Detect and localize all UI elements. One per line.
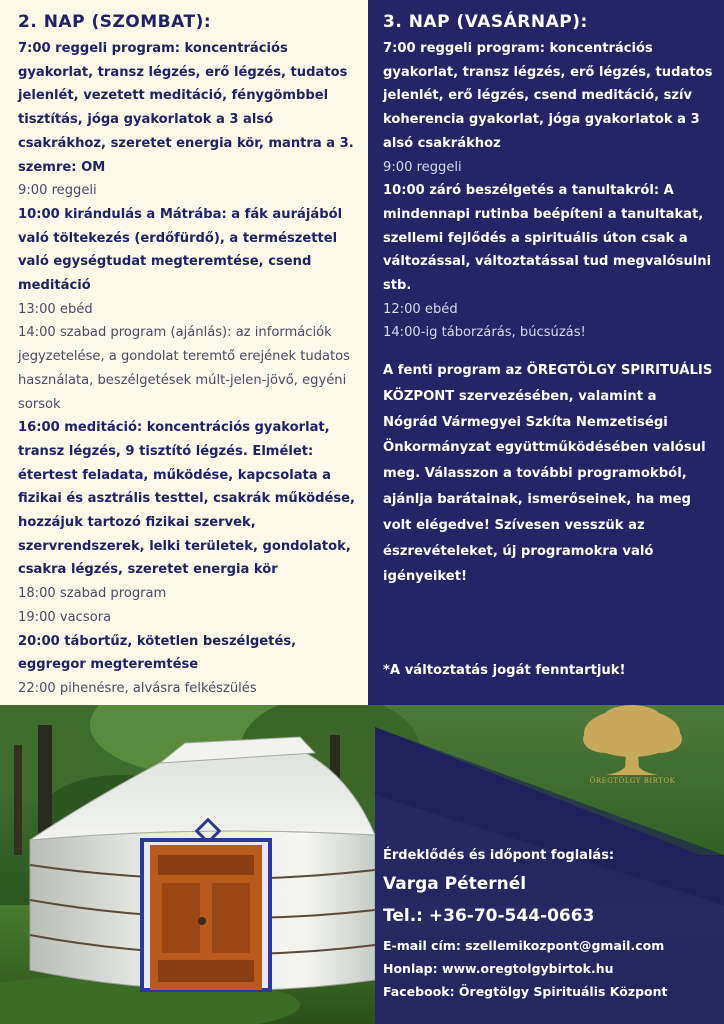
disclaimer-note: *A változtatás jogát fenntartjuk! [383, 663, 626, 678]
day2-column [0, 0, 368, 705]
schedule-item: 9:00 reggeli [18, 183, 97, 199]
info-paragraph: A fenti program az ÖREGTÖLGY SPIRITUÁLIS KÖZPONT szervezésében, valamint a Nógrád Vármegyei Szkíta Nemzetiségi Önkormányzat együttműködésében valósul meg. Válasszon a további programokból, ajánlja barátainak, ismerőseinek, ha meg volt elégedve! Szívesen vesszük az észrevételeket, új programokra való igényeiket! [383, 363, 713, 585]
schedule-item: 7:00 reggeli program: koncentrációs gyakorlat, transz légzés, erő légzés, tudatos jelenlét, vezetett meditáció, fénygömbbel tisztítás, jóga gyakorlatok a 3 alsó csakrákhoz, szeretet energia kör, mantra a 3. szemre: OM [18, 41, 354, 175]
schedule-item: 14:00 szabad program (ajánlás): az információk jegyzetelése, a gondolat teremtő erejének tudatos használata, beszélgetések múlt-jelen-jövő, egyéni sorsok [18, 325, 350, 412]
schedule-item: 22:00 pihenésre, alvásra felkészülés [18, 680, 257, 696]
day3-column [368, 0, 724, 705]
schedule-item: 16:00 meditáció: koncentrációs gyakorlat, transz légzés, 9 tisztító légzés. Elmélet: étertest feladata, működése, kapcsolata a fizikai és asztrális testtel, csakrák működése, hozzájuk tartozó fizikai szervek, szervrendszerek, lelki területek, gondolatok, csakra légzés, szeretet energia kör [18, 420, 355, 578]
schedule-item: 10:00 záró beszélgetés a tanultakról: A mindennapi rutinba beépíteni a tanultakat, szellemi fejlődés a spirituális úton csak a változással, változtatással tud megvalósulni stb. [383, 183, 712, 294]
contact-phone[interactable]: Tel.: +36-70-544-0663 [383, 906, 595, 926]
schedule-item: 19:00 vacsora [18, 609, 112, 625]
schedule-item: 10:00 kirándulás a Mátrába: a fák aurájából való töltekezés (erdőfürdő), a természettel való egységtudat megteremtése, csend meditáció [18, 206, 343, 294]
schedule-item: 14:00-ig táborzárás, búcsúzás! [383, 325, 586, 341]
day2-schedule [18, 37, 363, 701]
schedule-item: 13:00 ebéd [18, 301, 93, 317]
schedule-item: 7:00 reggeli program: koncentrációs gyakorlat, transz légzés, erő légzés, tudatos jelenlét, erő légzés, csend meditáció, szív koherencia gyakorlat, jóga gyakorlatok a 3 alsó csakrákhoz [383, 41, 713, 151]
schedule-item: 12:00 ebéd [383, 301, 458, 317]
schedule-item: 18:00 szabad program [18, 586, 167, 602]
day3-heading: 3. NAP (VASÁRNAP): [383, 12, 588, 32]
contact-facebook[interactable]: Facebook: Öregtölgy Spirituális Központ [383, 984, 668, 999]
contact-name: Varga Péternél [383, 874, 527, 894]
contact-email[interactable]: E-mail cím: szellemikozpont@gmail.com [383, 938, 665, 953]
logo-text: ÖREGTÖLGY BIRTOK [589, 777, 676, 785]
contact-label: Érdeklődés és időpont foglalás: [383, 848, 615, 863]
day2-heading: 2. NAP (SZOMBAT): [18, 12, 212, 32]
day3-schedule [383, 37, 718, 345]
schedule-item: 9:00 reggeli [383, 159, 462, 175]
contact-website[interactable]: Honlap: www.oregtolgybirtok.hu [383, 961, 614, 976]
schedule-item: 20:00 tábortűz, kötetlen beszélgetés, eggregor megteremtése [18, 633, 297, 673]
